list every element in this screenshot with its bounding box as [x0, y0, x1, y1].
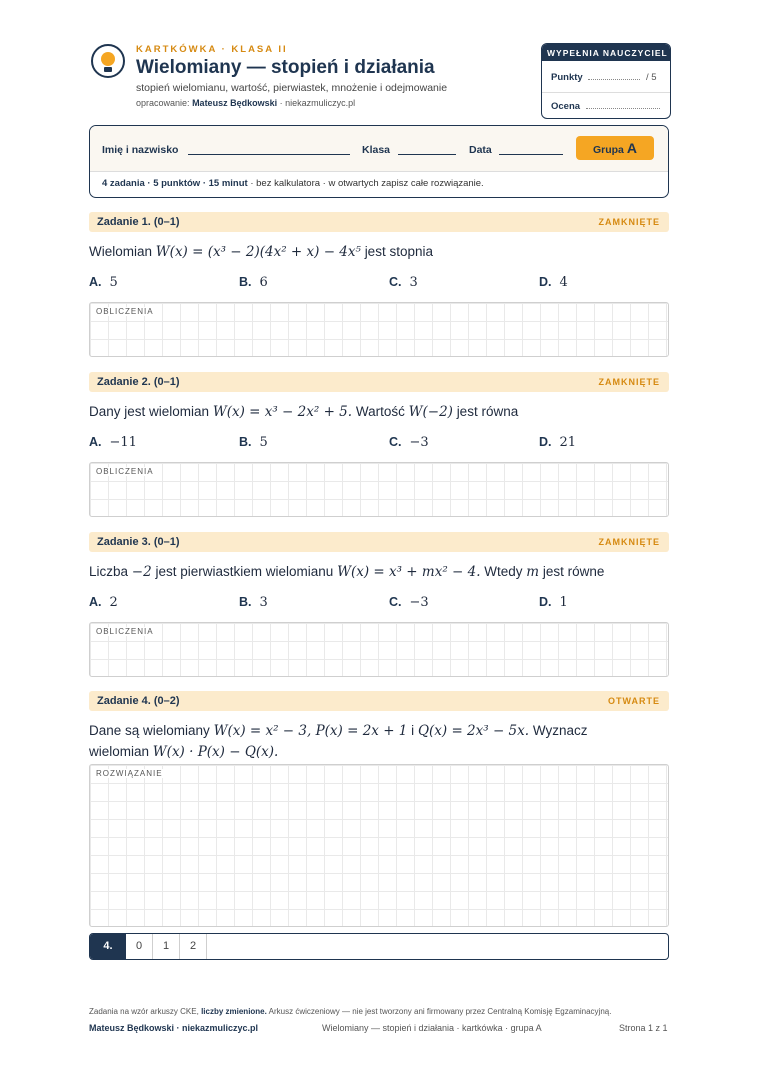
task-3-text-mid: jest pierwiastkiem wielomianu — [155, 564, 334, 579]
task-2-text-end: jest równa — [456, 404, 519, 419]
task-4-question-line-2 — [89, 744, 278, 760]
task-3-title: Zadanie 3. (0–1) — [97, 536, 180, 548]
task-1-text-end: jest stopnia — [364, 244, 433, 259]
page-subtitle: stopień wielomianu, wartość, pierwiastek, mnożenie i odejmowanie — [136, 82, 448, 94]
task-4-work-area[interactable] — [89, 764, 669, 927]
student-info-box — [89, 125, 669, 198]
task-2-type: ZAMKNIĘTE — [598, 377, 660, 387]
task-2-work-label: OBLICZENIA — [96, 467, 154, 476]
task-2-option-a[interactable]: A. −11 — [89, 435, 137, 450]
task-4-formula-2: Q(x) = 2x³ − 5x. — [417, 723, 530, 739]
task-2-question — [89, 404, 518, 420]
task-3-header — [89, 532, 669, 552]
task-1-work-label: OBLICZENIA — [96, 307, 154, 316]
task-4-question — [89, 723, 587, 739]
footer-disclaimer — [89, 1007, 611, 1016]
task-1-option-c[interactable]: C. 3 — [389, 275, 418, 290]
score-option-2[interactable]: 2 — [180, 934, 207, 959]
task-2-text-mid: Wartość — [355, 404, 405, 419]
task-3-option-c[interactable]: C. −3 — [389, 595, 429, 610]
score-option-1[interactable]: 1 — [153, 934, 180, 959]
task-1-question — [89, 244, 433, 260]
score-option-0[interactable]: 0 — [126, 934, 153, 959]
task-3-option-a[interactable]: A. 2 — [89, 595, 118, 610]
task-2-formula: W(x) = x³ − 2x² + 5. — [212, 404, 353, 420]
task-2-option-c[interactable]: C. −3 — [389, 435, 429, 450]
task-4-score-row — [89, 933, 669, 960]
teacher-box — [541, 43, 671, 119]
task-3-option-b[interactable]: B. 3 — [239, 595, 268, 610]
teacher-box-title: WYPEŁNIA NAUCZYCIEL — [542, 44, 670, 61]
task-4-header — [89, 691, 669, 711]
task-3-work-label: OBLICZENIA — [96, 627, 154, 636]
task-4-text-mid: i — [411, 723, 415, 738]
task-1-text: Wielomian — [89, 244, 153, 259]
grade-field[interactable] — [586, 108, 660, 109]
points-field[interactable] — [588, 79, 640, 80]
task-1-type: ZAMKNIĘTE — [598, 217, 660, 227]
task-4-type: OTWARTE — [608, 696, 660, 706]
points-row — [551, 72, 657, 83]
task-4-formula: W(x) = x² − 3, P(x) = 2x + 1 — [213, 723, 408, 739]
task-3-formula: −2 — [131, 564, 152, 580]
task-1-option-a[interactable]: A. 5 — [89, 275, 118, 290]
task-2-text: Dany jest wielomian — [89, 404, 210, 419]
task-3-option-d[interactable]: D. 1 — [539, 595, 568, 610]
test-info — [102, 178, 484, 189]
task-1-header — [89, 212, 669, 232]
task-4-formula-3: W(x) · P(x) − Q(x). — [152, 744, 279, 760]
task-4-text-mid-2: Wyznacz — [532, 723, 588, 738]
task-1-work-area[interactable] — [89, 302, 669, 357]
footer-disclaimer-rest: Arkusz ćwiczeniowy — nie jest tworzony ani firmowany przez Centralną Komisję Egzaminacyjną. — [268, 1007, 612, 1016]
credit-prefix: opracowanie: — [136, 98, 190, 108]
task-4-work-label: ROZWIĄZANIE — [96, 769, 163, 778]
task-2-formula-2: W(−2) — [408, 404, 453, 420]
task-4-text-line-2: wielomian — [89, 744, 150, 759]
task-4-text: Dane są wielomiany — [89, 723, 210, 738]
grade-row — [551, 101, 663, 112]
task-2-header — [89, 372, 669, 392]
footer-disclaimer-text: Zadania na wzór arkuszy CKE, — [89, 1007, 199, 1016]
group-label: Grupa — [592, 144, 624, 156]
footer-author: Mateusz Będkowski · niekazmuliczyc.pl — [89, 1023, 259, 1033]
name-label: Imię i nazwisko — [102, 144, 179, 156]
task-4-title: Zadanie 4. (0–2) — [97, 695, 180, 707]
date-field[interactable] — [499, 154, 563, 155]
task-3-question — [89, 564, 604, 580]
task-3-text: Liczba — [89, 564, 129, 579]
task-3-type: ZAMKNIĘTE — [598, 537, 660, 547]
page-kicker: KARTKÓWKA · KLASA II — [136, 44, 288, 55]
task-2-option-d[interactable]: D. 21 — [539, 435, 577, 450]
credit-site: · niekazmuliczyc.pl — [279, 98, 356, 108]
points-max: / 5 — [645, 72, 657, 83]
lightbulb-icon — [91, 44, 125, 78]
name-field[interactable] — [188, 154, 350, 155]
group-letter: A — [626, 140, 638, 156]
task-3-work-area[interactable] — [89, 622, 669, 677]
page-title: Wielomiany — stopień i działania — [136, 57, 435, 78]
task-3-text-mid-2: Wtedy — [484, 564, 523, 579]
footer-disclaimer-bold: liczby zmienione. — [201, 1007, 267, 1016]
date-label: Data — [469, 144, 492, 156]
class-field[interactable] — [398, 154, 456, 155]
group-badge — [576, 136, 654, 160]
task-3-formula-3: m — [526, 564, 540, 580]
grade-label: Ocena — [551, 101, 581, 112]
task-2-title: Zadanie 2. (0–1) — [97, 376, 180, 388]
task-3-text-end: jest równe — [542, 564, 605, 579]
credit-line — [136, 98, 355, 108]
test-info-rest: · bez kalkulatora · w otwartych zapisz całe rozwiązanie. — [250, 178, 484, 189]
task-1-option-b[interactable]: B. 6 — [239, 275, 268, 290]
points-label: Punkty — [551, 72, 583, 83]
class-label: Klasa — [362, 144, 391, 156]
task-3-formula-2: W(x) = x³ + mx² − 4. — [337, 564, 481, 580]
task-1-title: Zadanie 1. (0–1) — [97, 216, 180, 228]
task-2-option-b[interactable]: B. 5 — [239, 435, 268, 450]
footer-doc-title: Wielomiany — stopień i działania · kartkówka · grupa A — [322, 1023, 542, 1033]
footer-page-number: Strona 1 z 1 — [619, 1023, 668, 1033]
test-info-bold: 4 zadania · 5 punktów · 15 minut — [102, 178, 248, 189]
task-1-formula: W(x) = (x³ − 2)(4x² + x) − 4x⁵ — [155, 244, 361, 260]
task-2-work-area[interactable] — [89, 462, 669, 517]
task-1-option-d[interactable]: D. 4 — [539, 275, 568, 290]
score-task-number: 4. — [90, 934, 126, 959]
credit-author: Mateusz Będkowski — [192, 98, 278, 108]
